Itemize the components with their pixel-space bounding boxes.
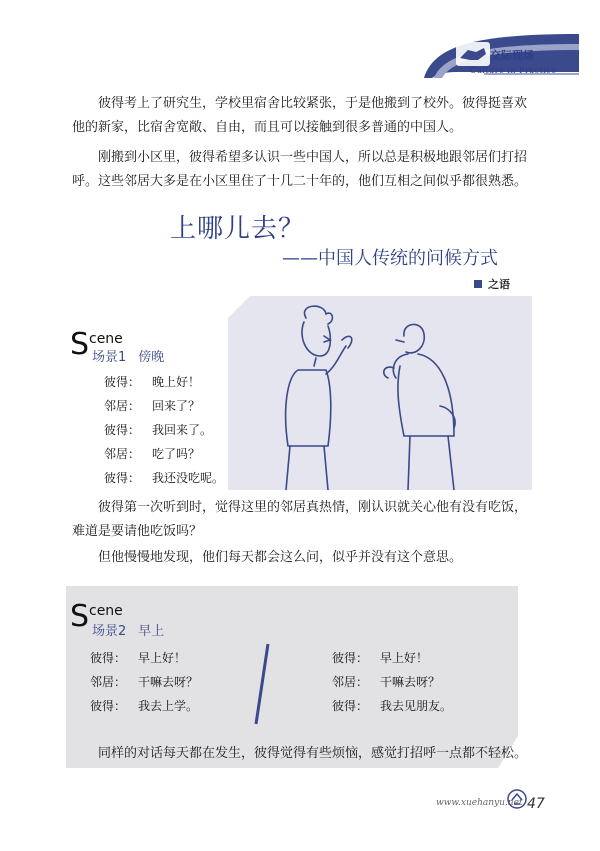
slash-divider xyxy=(252,642,272,726)
dialogue-line xyxy=(332,646,492,670)
illustration-panel xyxy=(228,296,532,490)
speaker: 邻居： xyxy=(90,675,127,689)
scene-number: 场景2 xyxy=(92,624,127,639)
scene2-dialogue-right xyxy=(332,646,492,718)
closing-paragraph: 同样的对话每天都在发生，彼得觉得有些烦恼，感觉打招呼一点都不轻松。 xyxy=(98,746,528,761)
scene-label xyxy=(92,620,164,639)
footer-url[interactable]: www.xuehanyu.net xyxy=(436,798,523,808)
dialogue-line xyxy=(332,694,492,718)
intro-paragraph: 刚搬到小区里，彼得希望多认识一些中国人，所以总是积极地跟邻居们打招呼。这些邻居大多是在小区里住了十几二十年的，他们互相之间似乎都很熟悉。 xyxy=(72,150,528,189)
dialogue-line xyxy=(104,418,234,442)
scene-heading-text: cene xyxy=(89,603,123,619)
square-bullet-icon xyxy=(474,280,482,288)
dialogue-line xyxy=(90,670,250,694)
dialogue-line xyxy=(90,694,250,718)
scene-time: 傍晚 xyxy=(138,350,165,365)
utterance: 晚上好！ xyxy=(152,375,201,389)
utterance: 回来了？ xyxy=(152,399,201,413)
scene-number: 场景1 xyxy=(92,350,127,365)
dialogue-line xyxy=(90,646,250,670)
utterance: 我还没吃呢。 xyxy=(152,471,225,485)
scene2-dialogue-left xyxy=(90,646,250,718)
speaker: 彼得： xyxy=(332,651,369,665)
utterance: 干嘛去呀？ xyxy=(138,675,199,689)
handshake-icon xyxy=(456,42,490,66)
section-title: 交际现场 xyxy=(490,49,534,62)
scene-label xyxy=(92,346,164,365)
scene-initial-letter: S xyxy=(70,599,90,634)
utterance: 吃了吗？ xyxy=(152,447,201,461)
speaker: 彼得： xyxy=(104,375,141,389)
dialogue-line xyxy=(104,370,234,394)
reflection-paragraph: 彼得第一次听到时，觉得这里的邻居真热情，刚认识就关心他有没有吃饭，难道是要请他吃饭吗？ xyxy=(72,500,528,539)
speaker: 彼得： xyxy=(332,699,369,713)
scene-initial-letter: S xyxy=(70,327,90,362)
utterance: 早上好！ xyxy=(138,651,187,665)
speaker: 邻居： xyxy=(104,447,141,461)
scene-heading-text: cene xyxy=(89,331,123,347)
scene1-dialogue xyxy=(104,370,234,490)
utterance: 我去见朋友。 xyxy=(380,699,453,713)
article-title: 上哪儿去？ xyxy=(170,214,306,244)
magazine-logo-icon xyxy=(506,788,528,810)
utterance: 早上好！ xyxy=(380,651,429,665)
dialogue-line xyxy=(104,442,234,466)
speaker: 彼得： xyxy=(90,699,127,713)
speaker: 邻居： xyxy=(332,675,369,689)
utterance: 干嘛去呀？ xyxy=(380,675,441,689)
article-subtitle: ——中国人传统的问候方式 xyxy=(282,248,498,269)
utterance: 我回来了。 xyxy=(152,423,213,437)
speaker: 彼得： xyxy=(90,651,127,665)
scene-time: 早上 xyxy=(138,624,165,639)
dialogue-line xyxy=(332,670,492,694)
speaker: 彼得： xyxy=(104,471,141,485)
section-subtitle: Culture in Practice xyxy=(470,66,557,75)
page-number: 47 xyxy=(527,796,545,812)
author-name: 之语 xyxy=(488,278,510,291)
dialogue-line xyxy=(104,394,234,418)
intro-paragraph: 彼得考上了研究生，学校里宿舍比较紧张，于是他搬到了校外。彼得挺喜欢他的新家，比宿舍宽敞、自由，而且可以接触到很多普通的中国人。 xyxy=(72,96,528,135)
utterance: 我去上学。 xyxy=(138,699,199,713)
dialogue-line xyxy=(104,466,234,490)
speaker: 彼得： xyxy=(104,423,141,437)
speaker: 邻居： xyxy=(104,399,141,413)
reflection-paragraph: 但他慢慢地发现，他们每天都会这么问，似乎并没有这个意思。 xyxy=(98,550,463,565)
